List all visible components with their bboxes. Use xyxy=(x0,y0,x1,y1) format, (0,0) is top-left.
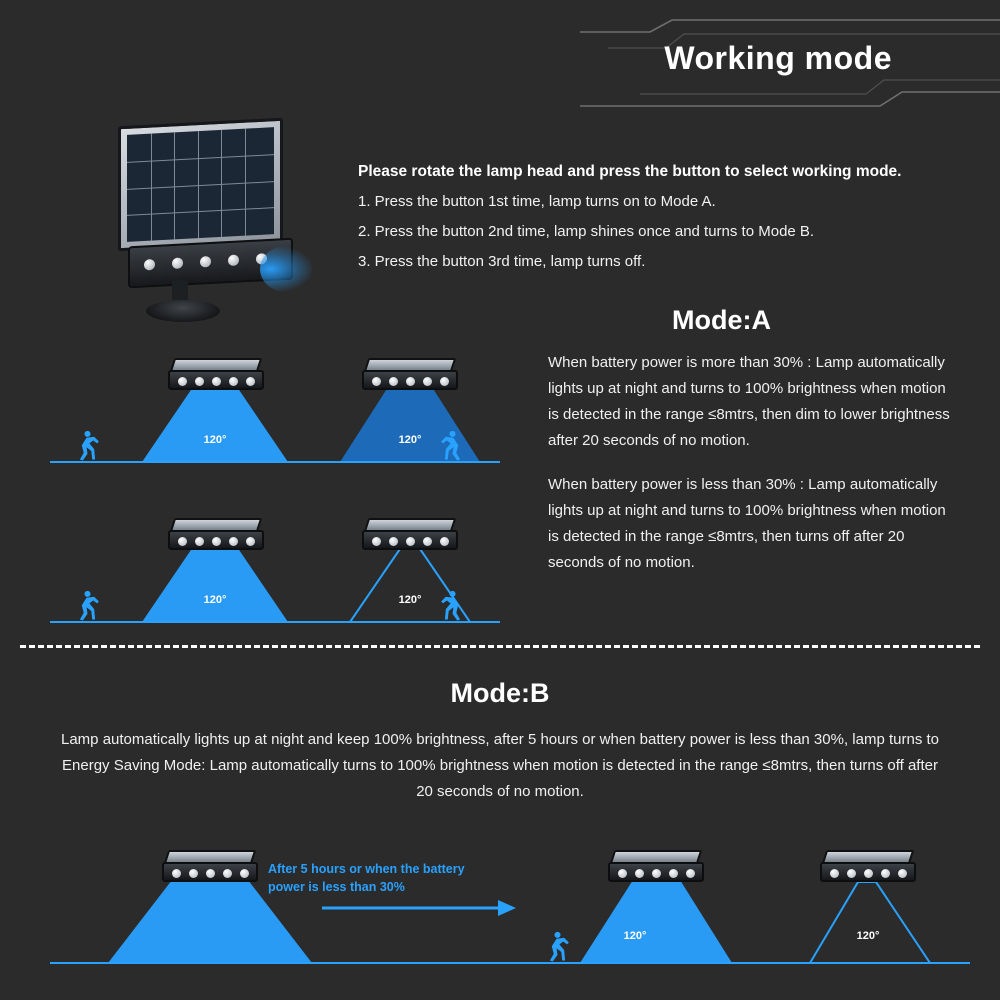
beam-angle-label: 120° xyxy=(203,594,227,606)
lamp-glow xyxy=(260,246,312,292)
intro-step-1: 1. Press the button 1st time, lamp turns on to Mode A. xyxy=(358,193,716,210)
lamp-fixture xyxy=(162,850,258,884)
lamp-fixture xyxy=(362,518,458,552)
page-title: Working mode xyxy=(664,40,892,76)
lamp-fixture xyxy=(820,850,916,884)
intro-step-2: 2. Press the button 2nd time, lamp shines once and turns to Mode B. xyxy=(358,223,815,240)
mode-a-diagram-row-1 xyxy=(50,352,500,472)
solar-panel-grid xyxy=(127,127,274,242)
intro-step-3: 3. Press the button 3rd time, lamp turns off. xyxy=(358,253,646,270)
lamp-fixture xyxy=(362,358,458,392)
beam-angle-label: 120° xyxy=(398,434,422,446)
intro-block xyxy=(358,163,978,283)
mode-a-paragraph-2: When battery power is less than 30% : Lamp automatically lights up at night and turns to 100% brightness when motion is detected in the range ≤8mtrs, then turns off after 20 seconds of no motion. xyxy=(548,475,946,571)
beam-angle-label: 120° xyxy=(856,930,880,942)
beam-angle-label: 120° xyxy=(398,594,422,606)
lamp-fixture xyxy=(608,850,704,884)
lamp-fixture xyxy=(168,518,264,552)
beam-angle-label: 120° xyxy=(623,930,647,942)
lamp-fixture xyxy=(168,358,264,392)
mode-a-diagram-row-2 xyxy=(50,512,500,632)
mode-b-title: Mode:B xyxy=(450,678,550,708)
mode-b-arrow-note: After 5 hours or when the battery power is less than 30% xyxy=(268,862,465,895)
mode-a-paragraph-1: When battery power is more than 30% : Lamp automatically lights up at night and turns to 100% brightness when motion is detected in the range ≤8mtrs, then dim to lower brightness after 20 seconds of no motion. xyxy=(548,354,950,449)
solar-lamp-illustration xyxy=(110,122,300,312)
mode-b-diagram xyxy=(50,838,970,973)
section-divider xyxy=(20,645,980,648)
mode-a-title: Mode:A xyxy=(672,305,771,335)
mode-a-text xyxy=(548,350,960,594)
solar-panel xyxy=(118,118,283,252)
beam-angle-label: 120° xyxy=(203,434,227,446)
intro-lead: Please rotate the lamp head and press the button to select working mode. xyxy=(358,163,902,180)
lamp-base xyxy=(146,300,220,322)
mode-b-description: Lamp automatically lights up at night and keep 100% brightness, after 5 hours or when battery power is less than 30%, lamp turns to Energy Saving Mode: Lamp automatically turns to 100% brightness when motion is detected in the range ≤8mtrs, then turns off after 20 seconds of no motion. xyxy=(61,731,939,800)
